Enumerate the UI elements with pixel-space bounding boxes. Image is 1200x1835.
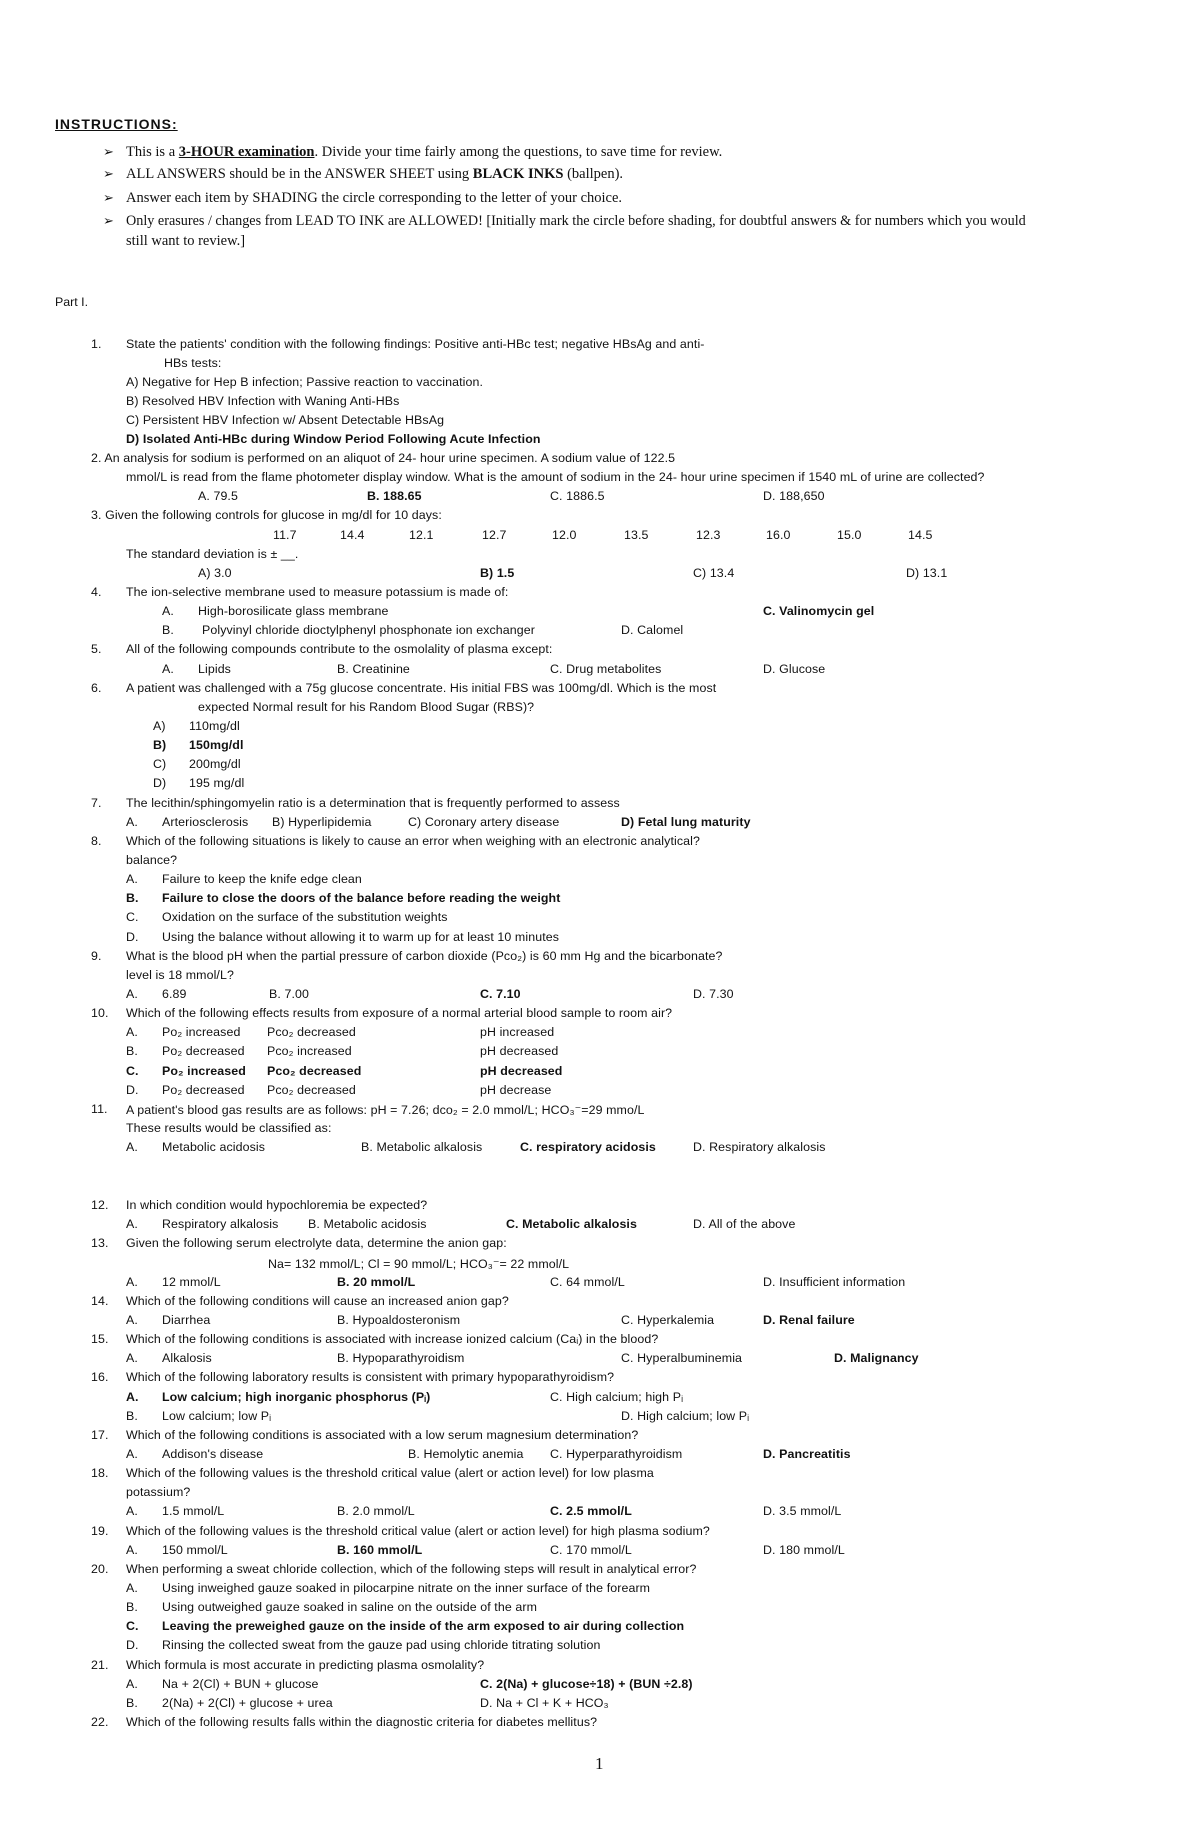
page-number: 1 <box>595 1754 604 1773</box>
q4-number: 4. <box>91 585 102 599</box>
q11-stem-line2: These results would be classified as: <box>126 1121 332 1135</box>
q11-letter-a: A. <box>126 1140 138 1154</box>
q8-choice-b: Failure to close the doors of the balance before reading the weight <box>162 891 561 905</box>
q15-choice-b: B. Hypoparathyroidism <box>337 1351 465 1365</box>
instruction-2-bold: BLACK INKS <box>472 166 564 182</box>
q5-letter-a: A. <box>162 662 174 676</box>
q20-choice-c: Leaving the preweighed gauze on the inside of the arm exposed to air during collection <box>162 1619 685 1633</box>
q13-letter-a: A. <box>126 1275 138 1289</box>
q12-number: 12. <box>91 1198 109 1212</box>
q18-choice-b: B. 2.0 mmol/L <box>337 1504 415 1518</box>
q13-choice-c: C. 64 mmol/L <box>550 1275 625 1289</box>
instruction-1-pre: This is a <box>126 144 179 160</box>
q9-stem-line1: What is the blood pH when the partial pressure of carbon dioxide (Pco₂) is 60 mm Hg and the bicarbonate? <box>126 949 723 963</box>
q18-choice-c: C. 2.5 mmol/L <box>550 1504 632 1518</box>
q10-stem: Which of the following effects results from exposure of a normal arterial blood sample to room air? <box>126 1006 673 1020</box>
q12-choice-a: Respiratory alkalosis <box>162 1217 279 1231</box>
q13-stem: Given the following serum electrolyte data, determine the anion gap: <box>126 1236 507 1250</box>
q9-choice-c: C. 7.10 <box>480 987 521 1001</box>
q13-choice-d: D. Insufficient information <box>763 1275 906 1289</box>
q12-choice-c: C. Metabolic alkalosis <box>506 1217 637 1231</box>
q1-stem-line1: State the patients' condition with the following findings: Positive anti-HBc test; negative HBsAg and anti- <box>126 337 705 351</box>
q16-stem: Which of the following laboratory results is consistent with primary hypoparathyroidism? <box>126 1370 615 1384</box>
bullet-arrow-icon: ➢ <box>103 145 114 160</box>
q19-choice-c: C. 170 mmol/L <box>550 1543 632 1557</box>
q19-stem: Which of the following values is the threshold critical value (alert or action level) for high plasma sodium? <box>126 1524 710 1538</box>
q21-stem: Which formula is most accurate in predicting plasma osmolality? <box>126 1658 485 1672</box>
q17-choice-c: C. Hyperparathyroidism <box>550 1447 683 1461</box>
q8-letter-b: B. <box>126 891 139 905</box>
q9-choice-b: B. 7.00 <box>269 987 309 1001</box>
q16-choice-b: Low calcium; low Pᵢ <box>162 1409 272 1423</box>
q4-choice-d: D. Calomel <box>621 623 684 637</box>
q19-letter-a: A. <box>126 1543 138 1557</box>
q14-letter-a: A. <box>126 1313 138 1327</box>
q6-letter-c: C) <box>153 757 167 771</box>
q2-choice-b: B. 188.65 <box>367 489 422 503</box>
q7-letter-a: A. <box>126 815 138 829</box>
q3-value: 12.0 <box>552 528 577 542</box>
q10-letter-d: D. <box>126 1083 139 1097</box>
q20-letter-d: D. <box>126 1638 139 1652</box>
q6-choice-a: 110mg/dl <box>189 719 240 733</box>
q10-number: 10. <box>91 1006 109 1020</box>
q9-choice-d: D. 7.30 <box>693 987 734 1001</box>
q8-letter-a: A. <box>126 872 138 886</box>
q13-data: Na= 132 mmol/L; Cl = 90 mmol/L; HCO₃⁻= 22 mmol/L <box>268 1257 570 1271</box>
q3-value: 12.7 <box>482 528 507 542</box>
q5-choice-b: B. Creatinine <box>337 662 410 676</box>
instruction-1 <box>126 144 722 161</box>
q10-d-po2: Po₂ decreased <box>162 1083 245 1097</box>
q22-number: 22. <box>91 1715 109 1729</box>
q19-number: 19. <box>91 1524 109 1538</box>
q17-stem: Which of the following conditions is associated with a low serum magnesium determination? <box>126 1428 639 1442</box>
q8-letter-d: D. <box>126 930 139 944</box>
q8-choice-a: Failure to keep the knife edge clean <box>162 872 362 886</box>
q11-choice-d: D. Respiratory alkalosis <box>693 1140 826 1154</box>
q2-choice-c: C. 1886.5 <box>550 489 605 503</box>
q20-choice-d: Rinsing the collected sweat from the gauze pad using chloride titrating solution <box>162 1638 601 1652</box>
q4-stem: The ion-selective membrane used to measure potassium is made of: <box>126 585 509 599</box>
q15-number: 15. <box>91 1332 109 1346</box>
q4-choice-a: High-borosilicate glass membrane <box>198 604 389 618</box>
q15-stem: Which of the following conditions is associated with increase ionized calcium (Caᵢ) in the blood? <box>126 1332 659 1346</box>
q8-stem-line2: balance? <box>126 853 178 867</box>
bullet-arrow-icon: ➢ <box>103 214 114 229</box>
q3-stem-line2: The standard deviation is ± __. <box>126 547 299 561</box>
bullet-arrow-icon: ➢ <box>103 167 114 182</box>
q5-choice-d: D. Glucose <box>763 662 826 676</box>
q17-choice-d: D. Pancreatitis <box>763 1447 851 1461</box>
q10-a-pco2: Pco₂ decreased <box>267 1025 356 1039</box>
q3-choice-d: D) 13.1 <box>906 566 948 580</box>
q16-number: 16. <box>91 1370 109 1384</box>
q10-d-pco2: Pco₂ decreased <box>267 1083 356 1097</box>
q7-choice-c: C) Coronary artery disease <box>408 815 560 829</box>
q3-value: 15.0 <box>837 528 862 542</box>
q6-stem-line2: expected Normal result for his Random Blood Sugar (RBS)? <box>198 700 535 714</box>
q6-letter-b: B) <box>153 738 167 752</box>
q5-choice-a: Lipids <box>198 662 231 676</box>
q19-choice-b: B. 160 mmol/L <box>337 1543 423 1557</box>
q4-letter-b: B. <box>162 623 174 637</box>
q12-choice-b: B. Metabolic acidosis <box>308 1217 427 1231</box>
q21-choice-c: C. 2(Na) + glucose÷18) + (BUN ÷2.8) <box>480 1677 693 1691</box>
q10-letter-b: B. <box>126 1044 138 1058</box>
part-title: Part I. <box>55 295 89 309</box>
q8-choice-d: Using the balance without allowing it to warm up for at least 10 minutes <box>162 930 560 944</box>
q3-value: 12.1 <box>409 528 434 542</box>
q20-stem: When performing a sweat chloride collection, which of the following steps will result in analytical error? <box>126 1562 697 1576</box>
q10-c-ph: pH decreased <box>480 1064 563 1078</box>
q7-choice-b: B) Hyperlipidemia <box>272 815 372 829</box>
q6-letter-d: D) <box>153 776 167 790</box>
q11-number: 11. <box>91 1102 108 1116</box>
q13-number: 13. <box>91 1236 109 1250</box>
q18-choice-a: 1.5 mmol/L <box>162 1504 225 1518</box>
q6-choice-b: 150mg/dl <box>189 738 244 752</box>
q15-choice-a: Alkalosis <box>162 1351 212 1365</box>
instruction-3: Answer each item by SHADING the circle corresponding to the letter of your choice. <box>126 190 623 206</box>
q16-choice-a: Low calcium; high inorganic phosphorus (Pᵢ) <box>162 1390 431 1404</box>
q13-choice-a: 12 mmol/L <box>162 1275 221 1289</box>
q21-choice-a: Na + 2(Cl) + BUN + glucose <box>162 1677 319 1691</box>
q18-stem-line2: potassium? <box>126 1485 191 1499</box>
q12-letter-a: A. <box>126 1217 138 1231</box>
q20-letter-a: A. <box>126 1581 138 1595</box>
q20-number: 20. <box>91 1562 109 1576</box>
q7-choice-d: D) Fetal lung maturity <box>621 815 751 829</box>
q4-choice-b: Polyvinyl chloride dioctylphenyl phosphonate ion exchanger <box>202 623 535 637</box>
q3-value: 14.5 <box>908 528 933 542</box>
q9-stem-line2: level is 18 mmol/L? <box>126 968 234 982</box>
q16-choice-d: D. High calcium; low Pᵢ <box>621 1409 750 1423</box>
q21-choice-d: D. Na + Cl + K + HCO₃ <box>480 1696 609 1710</box>
q5-number: 5. <box>91 642 102 656</box>
q22-stem: Which of the following results falls within the diagnostic criteria for diabetes mellitus? <box>126 1715 598 1729</box>
q10-b-po2: Po₂ decreased <box>162 1044 245 1058</box>
instruction-4-line1: Only erasures / changes from LEAD TO INK are ALLOWED! [Initially mark the circle before shading, for doubtful answers & for numbers which you would <box>126 213 1026 229</box>
instruction-4-line2: still want to review.] <box>126 233 246 249</box>
q10-letter-c: C. <box>126 1064 139 1078</box>
q3-choice-a: A) 3.0 <box>198 566 232 580</box>
q4-choice-c: C. Valinomycin gel <box>763 604 875 618</box>
q2-choice-a: A. 79.5 <box>198 489 238 503</box>
q11-choice-b: B. Metabolic alkalosis <box>361 1140 483 1154</box>
q3-choice-b: B) 1.5 <box>480 566 515 580</box>
q15-choice-d: D. Malignancy <box>834 1351 919 1365</box>
q18-choice-d: D. 3.5 mmol/L <box>763 1504 842 1518</box>
q10-c-po2: Po₂ increased <box>162 1064 246 1078</box>
q11-choice-c: C. respiratory acidosis <box>520 1140 656 1154</box>
q18-number: 18. <box>91 1466 109 1480</box>
q20-letter-b: B. <box>126 1600 138 1614</box>
q3-choice-c: C) 13.4 <box>693 566 735 580</box>
q21-number: 21. <box>91 1658 109 1672</box>
q5-stem: All of the following compounds contribute to the osmolality of plasma except: <box>126 642 553 656</box>
q21-letter-a: A. <box>126 1677 138 1691</box>
q12-stem: In which condition would hypochloremia be expected? <box>126 1198 428 1212</box>
q7-number: 7. <box>91 796 102 810</box>
q7-stem: The lecithin/sphingomyelin ratio is a determination that is frequently performed to assess <box>126 796 620 810</box>
q16-letter-a: A. <box>126 1390 139 1404</box>
q3-value: 16.0 <box>766 528 791 542</box>
q7-choice-a: Arteriosclerosis <box>162 815 249 829</box>
instruction-1-post: . Divide your time fairly among the questions, to save time for review. <box>314 144 723 160</box>
q10-letter-a: A. <box>126 1025 138 1039</box>
q18-letter-a: A. <box>126 1504 138 1518</box>
q14-choice-c: C. Hyperkalemia <box>621 1313 715 1327</box>
q6-choice-d: 195 mg/dl <box>189 776 245 790</box>
q16-choice-c: C. High calcium; high Pᵢ <box>550 1390 684 1404</box>
q18-stem-line1: Which of the following values is the threshold critical value (alert or action level) for low plasma <box>126 1466 654 1480</box>
instruction-1-duration: 3-HOUR examination <box>178 144 315 160</box>
q10-a-po2: Po₂ increased <box>162 1025 241 1039</box>
q10-d-ph: pH decrease <box>480 1083 552 1097</box>
q10-b-ph: pH decreased <box>480 1044 559 1058</box>
q9-choice-a: 6.89 <box>162 987 187 1001</box>
q20-choice-b: Using outweighed gauze soaked in saline on the outside of the arm <box>162 1600 538 1614</box>
q2-stem-line1: 2. An analysis for sodium is performed on an aliquot of 24- hour urine specimen. A sodium value of 122.5 <box>91 451 676 465</box>
q3-value: 12.3 <box>696 528 721 542</box>
instructions-title: INSTRUCTIONS: <box>55 116 178 132</box>
q9-letter-a: A. <box>126 987 138 1001</box>
q6-letter-a: A) <box>153 719 166 733</box>
q3-value: 14.4 <box>340 528 365 542</box>
q1-stem-line2: HBs tests: <box>164 356 222 370</box>
q5-choice-c: C. Drug metabolites <box>550 662 662 676</box>
q3-stem-line1: 3. Given the following controls for glucose in mg/dl for 10 days: <box>91 508 442 522</box>
q4-letter-a: A. <box>162 604 174 618</box>
q8-choice-c: Oxidation on the surface of the substitution weights <box>162 910 448 924</box>
q8-stem-line1: Which of the following situations is likely to cause an error when weighing with an electronic analytical? <box>126 834 700 848</box>
q1-choice-d: D) Isolated Anti-HBc during Window Period Following Acute Infection <box>126 432 541 446</box>
q3-value: 13.5 <box>624 528 649 542</box>
q6-choice-c: 200mg/dl <box>189 757 241 771</box>
instruction-2 <box>126 166 623 183</box>
q14-choice-d: D. Renal failure <box>763 1313 855 1327</box>
q3-value: 11.7 <box>273 528 297 542</box>
q21-choice-b: 2(Na) + 2(Cl) + glucose + urea <box>162 1696 333 1710</box>
q14-choice-a: Diarrhea <box>162 1313 211 1327</box>
q2-choice-d: D. 188,650 <box>763 489 825 503</box>
q1-choice-c: C) Persistent HBV Infection w/ Absent Detectable HBsAg <box>126 413 445 427</box>
q15-choice-c: C. Hyperalbuminemia <box>621 1351 743 1365</box>
instruction-2-post: (ballpen). <box>563 166 624 182</box>
q10-b-pco2: Pco₂ increased <box>267 1044 352 1058</box>
q1-choice-a: A) Negative for Hep B infection; Passive reaction to vaccination. <box>126 375 484 389</box>
q16-letter-b: B. <box>126 1409 138 1423</box>
q17-number: 17. <box>91 1428 109 1442</box>
q12-choice-d: D. All of the above <box>693 1217 796 1231</box>
q1-number: 1. <box>91 337 102 351</box>
q6-number: 6. <box>91 681 102 695</box>
q14-number: 14. <box>91 1294 109 1308</box>
q11-choice-a: Metabolic acidosis <box>162 1140 266 1154</box>
q2-stem-line2: mmol/L is read from the flame photometer display window. What is the amount of sodium in the 24- hour urine specimen if 1540 mL of urine are collected? <box>126 470 985 484</box>
q9-number: 9. <box>91 949 102 963</box>
q11-stem-line1: A patient's blood gas results are as follows: pH = 7.26; dco₂ = 2.0 mmol/L; HCO₃⁻=29 mmo/L <box>126 1103 645 1117</box>
instruction-2-pre: ALL ANSWERS should be in the ANSWER SHEET using <box>126 166 473 182</box>
q20-letter-c: C. <box>126 1619 139 1633</box>
bullet-arrow-icon: ➢ <box>103 191 114 206</box>
q14-stem: Which of the following conditions will cause an increased anion gap? <box>126 1294 509 1308</box>
q10-a-ph: pH increased <box>480 1025 555 1039</box>
q8-number: 8. <box>91 834 102 848</box>
q10-c-pco2: Pco₂ decreased <box>267 1064 362 1078</box>
q21-letter-b: B. <box>126 1696 138 1710</box>
q6-stem-line1: A patient was challenged with a 75g glucose concentrate. His initial FBS was 100mg/dl. Which is the most <box>126 681 717 695</box>
q17-choice-a: Addison's disease <box>162 1447 264 1461</box>
q17-choice-b: B. Hemolytic anemia <box>408 1447 524 1461</box>
q20-choice-a: Using inweighed gauze soaked in pilocarpine nitrate on the inner surface of the forearm <box>162 1581 651 1595</box>
q1-choice-b: B) Resolved HBV Infection with Waning Anti-HBs <box>126 394 400 408</box>
q14-choice-b: B. Hypoaldosteronism <box>337 1313 461 1327</box>
q19-choice-a: 150 mmol/L <box>162 1543 228 1557</box>
q13-choice-b: B. 20 mmol/L <box>337 1275 416 1289</box>
q8-letter-c: C. <box>126 910 139 924</box>
q19-choice-d: D. 180 mmol/L <box>763 1543 845 1557</box>
q17-letter-a: A. <box>126 1447 138 1461</box>
q15-letter-a: A. <box>126 1351 138 1365</box>
